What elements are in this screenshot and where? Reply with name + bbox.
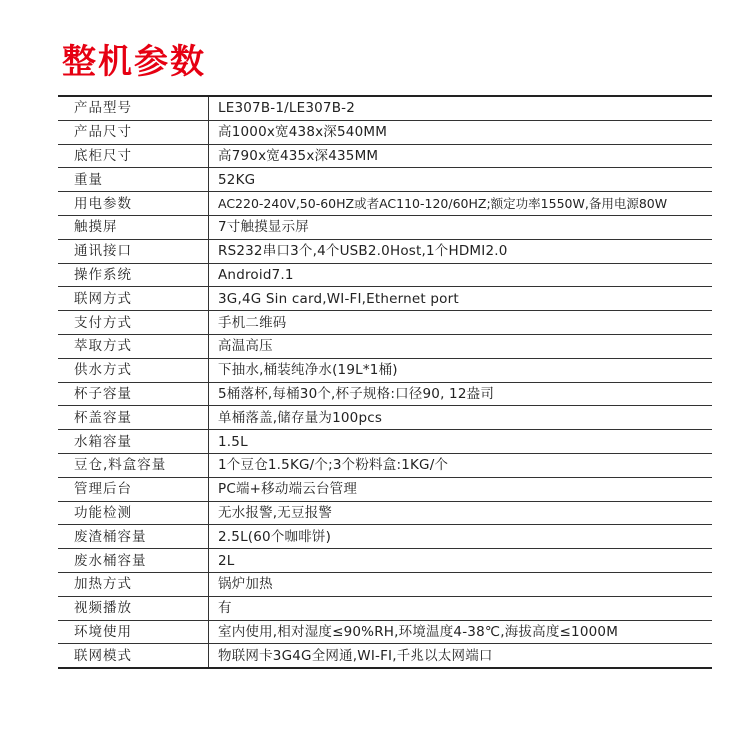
spec-value: 有: [209, 596, 713, 620]
spec-row: [58, 525, 712, 549]
spec-label: 重量: [58, 168, 209, 192]
spec-row: [58, 287, 712, 311]
spec-row: [58, 311, 712, 335]
spec-value: 无水报警,无豆报警: [209, 501, 713, 525]
spec-label: 豆仓,料盒容量: [58, 453, 209, 477]
spec-value: 高温高压: [209, 334, 713, 358]
spec-table-body: [58, 96, 712, 668]
spec-row: [58, 192, 712, 216]
spec-label: 操作系统: [58, 263, 209, 287]
spec-row: [58, 358, 712, 382]
spec-label: 视频播放: [58, 596, 209, 620]
spec-row: [58, 572, 712, 596]
spec-label: 触摸屏: [58, 215, 209, 239]
spec-row: [58, 406, 712, 430]
spec-table: [58, 95, 712, 669]
spec-row: [58, 453, 712, 477]
spec-value: 1.5L: [209, 430, 713, 454]
spec-label: 通讯接口: [58, 239, 209, 263]
spec-row: [58, 477, 712, 501]
spec-label: 加热方式: [58, 572, 209, 596]
spec-label: 用电参数: [58, 192, 209, 216]
spec-label: 水箱容量: [58, 430, 209, 454]
spec-row: [58, 334, 712, 358]
spec-value: Android7.1: [209, 263, 713, 287]
spec-row: [58, 239, 712, 263]
spec-row: [58, 644, 712, 668]
spec-value: PC端+移动端云台管理: [209, 477, 713, 501]
spec-label: 联网方式: [58, 287, 209, 311]
spec-value: 锅炉加热: [209, 572, 713, 596]
spec-row: [58, 144, 712, 168]
spec-row: [58, 120, 712, 144]
spec-label: 管理后台: [58, 477, 209, 501]
spec-label: 供水方式: [58, 358, 209, 382]
spec-row: [58, 215, 712, 239]
spec-value: 3G,4G Sin card,WI-FI,Ethernet port: [209, 287, 713, 311]
spec-label: 萃取方式: [58, 334, 209, 358]
spec-label: 杯子容量: [58, 382, 209, 406]
spec-label: 杯盖容量: [58, 406, 209, 430]
spec-row: [58, 620, 712, 644]
spec-row: [58, 549, 712, 573]
spec-value: AC220-240V,50-60HZ或者AC110-120/60HZ;额定功率1550W,备用电源80W: [209, 192, 713, 216]
spec-value: 手机二维码: [209, 311, 713, 335]
spec-row: [58, 382, 712, 406]
spec-value: 7寸触摸显示屏: [209, 215, 713, 239]
spec-value: 物联网卡3G4G全网通,WI-FI,千兆以太网端口: [209, 644, 713, 668]
spec-value: 高1000x宽438x深540MM: [209, 120, 713, 144]
spec-value: 2L: [209, 549, 713, 573]
spec-label: 产品尺寸: [58, 120, 209, 144]
spec-value: 室内使用,相对湿度≤90%RH,环境温度4-38℃,海拔高度≤1000M: [209, 620, 713, 644]
spec-value: 下抽水,桶装纯净水(19L*1桶): [209, 358, 713, 382]
spec-value: 2.5L(60个咖啡饼): [209, 525, 713, 549]
spec-row: [58, 596, 712, 620]
spec-label: 产品型号: [58, 96, 209, 120]
spec-row: [58, 263, 712, 287]
spec-label: 支付方式: [58, 311, 209, 335]
spec-label: 废渣桶容量: [58, 525, 209, 549]
spec-value: 单桶落盖,储存量为100pcs: [209, 406, 713, 430]
spec-label: 功能检测: [58, 501, 209, 525]
spec-row: [58, 168, 712, 192]
spec-label: 废水桶容量: [58, 549, 209, 573]
spec-label: 底柜尺寸: [58, 144, 209, 168]
spec-label: 环境使用: [58, 620, 209, 644]
spec-label: 联网模式: [58, 644, 209, 668]
page-title: 整机参数: [62, 42, 206, 82]
spec-value: 5桶落杯,每桶30个,杯子规格:口径90, 12盎司: [209, 382, 713, 406]
spec-value: LE307B-1/LE307B-2: [218, 100, 356, 117]
spec-row: [58, 96, 712, 120]
spec-value: 高790x宽435x深435MM: [209, 144, 713, 168]
spec-value: RS232串口3个,4个USB2.0Host,1个HDMI2.0: [209, 239, 713, 263]
spec-row: [58, 430, 712, 454]
spec-row: [58, 501, 712, 525]
spec-value: 1个豆仓1.5KG/个;3个粉料盒:1KG/个: [209, 453, 713, 477]
spec-value: 52KG: [209, 168, 713, 192]
